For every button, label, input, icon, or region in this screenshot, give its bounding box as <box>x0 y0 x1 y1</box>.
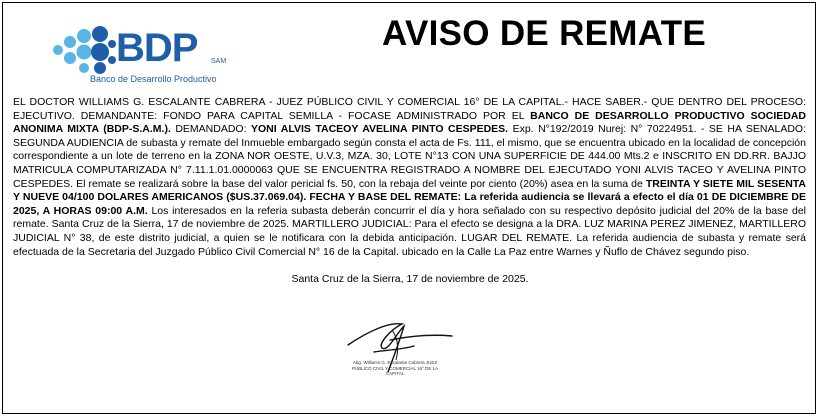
bdp-dots-logo-icon <box>50 24 116 74</box>
body-text: EL DOCTOR WILLIAMS G. ESCALANTE CABRERA - JUEZ PÚBLICO CIVIL Y COMERCIAL 16° DE LA CAPITAL.- HACE SABER.- QUE DENTRO DEL PROCESO: EJECUTIVO. DEMANDANTE: FONDO PARA CAPITAL SEMILLA - FOCASE ADMINISTRADO POR EL <box>13 96 806 122</box>
body-text: Los interesados en la referia subasta deberán concurrir el día y hora señalado con su respectivo depósito judicial del 20% de la base del remate. Santa Cruz de la Sierra, 17 de noviembre de 2025. MARTILLERO JUDICIAL: Para el efecto se designa a la DRA. LUZ MARINA PEREZ JIMENEZ, MARTILLERO JUDICIAL N° 38, de este distrito judicial, a quien se le notificara con la debida anticipación. LUGAR DEL REMATE. La referida audiencia de subasta y remate será efectuada de la Secretaria del Juzgado Público Civil Comercial N° 16 de la Capital. ubicado en la Calle La Paz entre Warnes y Ñuflo de Chávez segundo piso. <box>13 204 806 258</box>
bdp-logo <box>50 22 240 88</box>
logo-subtitle: Banco de Desarrollo Productivo <box>90 74 217 84</box>
dateline: Santa Cruz de la Sierra, 17 de noviembre de 2025. <box>291 273 529 285</box>
body-bold-text: BANCO DE DESARROLLO PRODUCTIVO SOCIEDAD ANONIMA MIXTA (BDP-S.A.M.). <box>13 109 807 136</box>
judge-stamp: Abg. Williams G. Escalante Cabrera JUEZ PÚBLICO CIVIL Y COMERCIAL 16° DE LA CAPITAL <box>351 360 439 376</box>
logo-wordmark: BDP <box>116 26 198 70</box>
notice-body <box>13 96 806 259</box>
page-title: AVISO DE REMATE <box>382 14 707 53</box>
logo-sam-label: SAM <box>211 58 227 65</box>
body-bold-text: TREINTA Y SIETE MIL SESENTA Y NUEVE 04/100 DOLARES AMERICANOS ($US.37.069.04). FECHA Y BASE DEL REMATE: La referida audiencia se llevará a efecto el día 01 DE DICIEMBRE DE 2025, A HORAS 09:00 A.M. <box>13 177 807 217</box>
body-text: Exp. N°192/2019 Nurej: N° 70224951. - SE HA SENALADO: SEGUNDA AUDIENCIA de subasta y remate del Inmueble embargado según consta el acta de Fs. 111, el mismo, que se encuentra ubicado en la localidad de concepción correspondiente a un lote de terreno en la ZONA NOR OESTE, U.V.3, MZA. 30, LOTE N°13 CON UNA SUPERFICIE DE 444.00 Mts.2 e INSCRITO EN DD.RR. BAJJO MATRICULA COMPUTARIZADA N° 7.11.1.01.0000063 QUE SE ENCUENTRA REGISTRADO A NOMBRE DEL EJECUTADO YONI ALVIS TACEO Y AVELINA PINTO CESPEDES. El remate se realizará sobre la base del valor pericial fs. 50, con la rebaja del veinte por ciento (20%) asea en la suma de <box>13 123 806 190</box>
body-bold-text: YONI ALVIS TACEOY AVELINA PINTO CESPEDES. <box>251 123 509 136</box>
handwritten-signature <box>330 300 470 400</box>
body-text: DEMANDADO: <box>170 123 251 136</box>
